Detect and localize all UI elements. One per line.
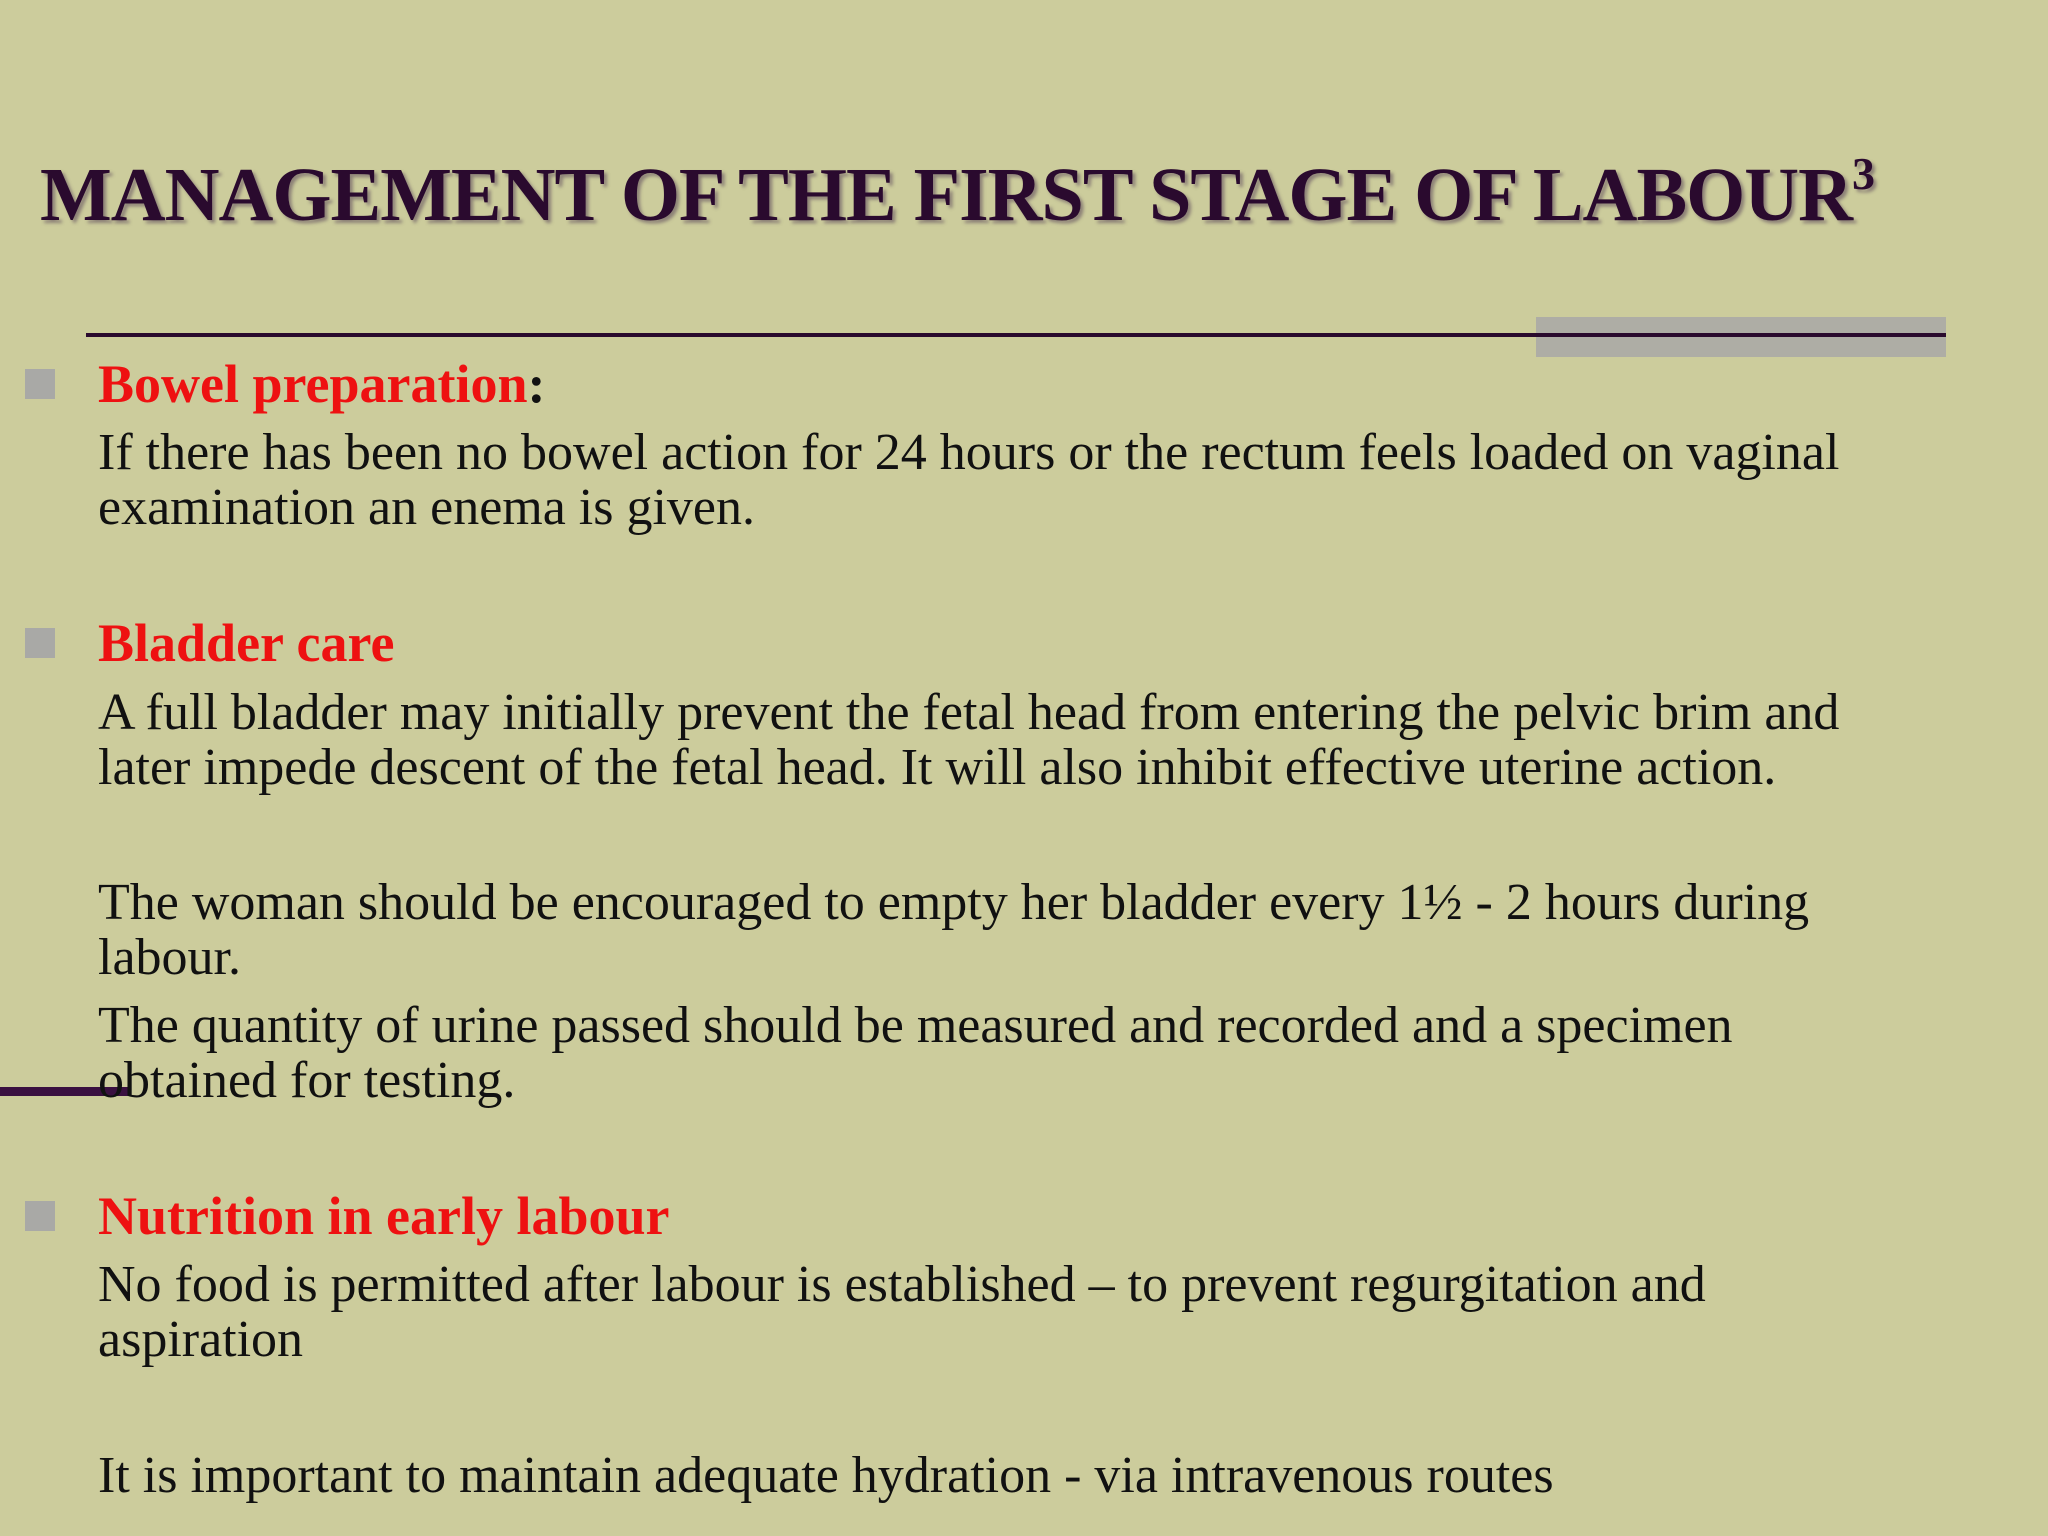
bladder-text-line-6: obtained for testing. <box>98 1052 516 1109</box>
nutrition-text-line-3: It is important to maintain adequate hydration - via intravenous routes <box>98 1447 1554 1504</box>
section-heading-bowel <box>98 354 545 414</box>
section-heading-bowel-colon: : <box>527 354 546 414</box>
section-heading-bowel-text: Bowel preparation <box>98 354 528 414</box>
section-heading-nutrition: Nutrition in early labour <box>98 1186 670 1246</box>
bullet-square-icon <box>25 369 55 399</box>
bullet-square-icon <box>25 1201 55 1231</box>
section-heading-bladder: Bladder care <box>98 613 395 673</box>
bullet-square-icon <box>25 628 55 658</box>
bowel-text-line-1: If there has been no bowel action for 24 hours or the rectum feels loaded on vaginal <box>98 424 1840 481</box>
slide-title <box>40 150 2020 240</box>
title-accent-bar <box>1536 317 1946 357</box>
bladder-text-line-2: later impede descent of the fetal head. It will also inhibit effective uterine action. <box>98 739 1777 796</box>
bladder-text-line-4: labour. <box>98 929 241 986</box>
bladder-text-line-3: The woman should be encouraged to empty her bladder every 1½ - 2 hours during <box>98 874 1810 931</box>
slide-title-text: MANAGEMENT OF THE FIRST STAGE OF LABOUR <box>40 153 1853 237</box>
title-reference-superscript: 3 <box>1852 148 1875 199</box>
bladder-text-line-1: A full bladder may initially prevent the fetal head from entering the pelvic brim and <box>98 684 1840 741</box>
title-divider-line <box>86 333 1946 337</box>
bowel-text-line-2: examination an enema is given. <box>98 479 756 536</box>
nutrition-text-line-2: aspiration <box>98 1311 304 1368</box>
bladder-text-line-5: The quantity of urine passed should be measured and recorded and a specimen <box>98 997 1733 1054</box>
nutrition-text-line-1: No food is permitted after labour is established – to prevent regurgitation and <box>98 1256 1706 1313</box>
